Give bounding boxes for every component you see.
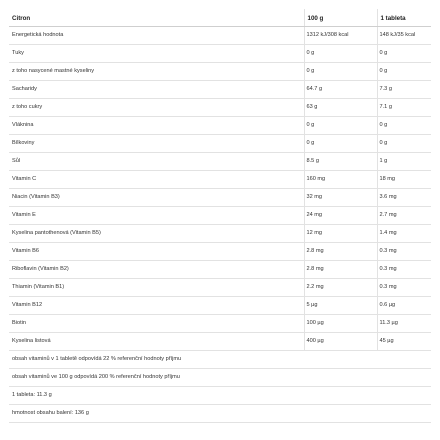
table-row xyxy=(9,153,431,171)
value-per-tablet: 0 g xyxy=(377,63,431,81)
table-row xyxy=(9,117,431,135)
note-row xyxy=(9,387,431,405)
nutrient-name: Vitamin B12 xyxy=(9,297,304,315)
value-per-tablet: 45 µg xyxy=(377,333,431,351)
table-row xyxy=(9,171,431,189)
value-per-tablet: 0 g xyxy=(377,45,431,63)
table-row xyxy=(9,81,431,99)
nutrient-name: Sacharidy xyxy=(9,81,304,99)
value-per-100g: 12 mg xyxy=(304,225,377,243)
header-per-tablet: 1 tableta xyxy=(377,9,431,27)
table-header-row xyxy=(9,9,431,27)
nutrient-name: Tuky xyxy=(9,45,304,63)
value-per-tablet: 0.3 mg xyxy=(377,279,431,297)
note-text: 1 tableta: 11.3 g xyxy=(9,387,431,405)
nutrient-name: Thiamin (Vitamin B1) xyxy=(9,279,304,297)
value-per-tablet: 0 g xyxy=(377,135,431,153)
value-per-100g: 0 g xyxy=(304,135,377,153)
table-row xyxy=(9,27,431,45)
nutrient-name: Riboflavin (Vitamin B2) xyxy=(9,261,304,279)
value-per-100g: 1312 kJ/308 kcal xyxy=(304,27,377,45)
value-per-100g: 8.5 g xyxy=(304,153,377,171)
table-row xyxy=(9,63,431,81)
value-per-tablet: 7.3 g xyxy=(377,81,431,99)
table-row xyxy=(9,189,431,207)
nutrition-table xyxy=(9,9,431,423)
value-per-100g: 0 g xyxy=(304,117,377,135)
value-per-100g: 100 µg xyxy=(304,315,377,333)
value-per-tablet: 148 kJ/35 kcal xyxy=(377,27,431,45)
note-row xyxy=(9,369,431,387)
value-per-100g: 160 mg xyxy=(304,171,377,189)
value-per-100g: 400 µg xyxy=(304,333,377,351)
table-row xyxy=(9,279,431,297)
note-row xyxy=(9,351,431,369)
note-text: hmotnost obsahu balení: 136 g xyxy=(9,405,431,423)
nutrient-name: Vláknina xyxy=(9,117,304,135)
note-row xyxy=(9,405,431,423)
value-per-100g: 2.8 mg xyxy=(304,261,377,279)
value-per-100g: 63 g xyxy=(304,99,377,117)
table-row xyxy=(9,45,431,63)
value-per-tablet: 0.6 µg xyxy=(377,297,431,315)
table-row xyxy=(9,225,431,243)
table-row xyxy=(9,297,431,315)
value-per-100g: 2.8 mg xyxy=(304,243,377,261)
nutrient-name: Kyselina pantothenová (Vitamin B5) xyxy=(9,225,304,243)
nutrient-name: Biotin xyxy=(9,315,304,333)
value-per-tablet: 7.1 g xyxy=(377,99,431,117)
nutrient-name: z toho cukry xyxy=(9,99,304,117)
value-per-tablet: 1.4 mg xyxy=(377,225,431,243)
nutrient-name: Sůl xyxy=(9,153,304,171)
nutrient-name: Bílkoviny xyxy=(9,135,304,153)
nutrient-name: Kyselina listová xyxy=(9,333,304,351)
nutrient-name: Vitamin E xyxy=(9,207,304,225)
value-per-100g: 24 mg xyxy=(304,207,377,225)
nutrient-name: Vitamin B6 xyxy=(9,243,304,261)
nutrient-name: Vitamin C xyxy=(9,171,304,189)
table-row xyxy=(9,315,431,333)
value-per-tablet: 11.3 µg xyxy=(377,315,431,333)
value-per-tablet: 0.3 mg xyxy=(377,243,431,261)
nutrient-name: Energetická hodnota xyxy=(9,27,304,45)
nutrient-name: z toho nasycené mastné kyseliny xyxy=(9,63,304,81)
value-per-tablet: 2.7 mg xyxy=(377,207,431,225)
value-per-100g: 0 g xyxy=(304,45,377,63)
value-per-100g: 64.7 g xyxy=(304,81,377,99)
value-per-100g: 5 µg xyxy=(304,297,377,315)
header-per-100g: 100 g xyxy=(304,9,377,27)
value-per-tablet: 3.6 mg xyxy=(377,189,431,207)
value-per-tablet: 0.3 mg xyxy=(377,261,431,279)
table-row xyxy=(9,243,431,261)
note-text: obsah vitaminů ve 100 g odpovídá 200 % referenční hodnoty příjmu xyxy=(9,369,431,387)
note-text: obsah vitaminů v 1 tabletě odpovídá 22 % referenční hodnoty příjmu xyxy=(9,351,431,369)
value-per-tablet: 0 g xyxy=(377,117,431,135)
value-per-tablet: 18 mg xyxy=(377,171,431,189)
table-row xyxy=(9,207,431,225)
value-per-100g: 0 g xyxy=(304,63,377,81)
value-per-100g: 2.2 mg xyxy=(304,279,377,297)
table-row xyxy=(9,135,431,153)
header-flavor: Citron xyxy=(9,9,304,27)
table-body xyxy=(9,27,431,423)
value-per-100g: 32 mg xyxy=(304,189,377,207)
table-row xyxy=(9,261,431,279)
table-row xyxy=(9,333,431,351)
value-per-tablet: 1 g xyxy=(377,153,431,171)
nutrient-name: Niacin (Vitamin B3) xyxy=(9,189,304,207)
table-row xyxy=(9,99,431,117)
